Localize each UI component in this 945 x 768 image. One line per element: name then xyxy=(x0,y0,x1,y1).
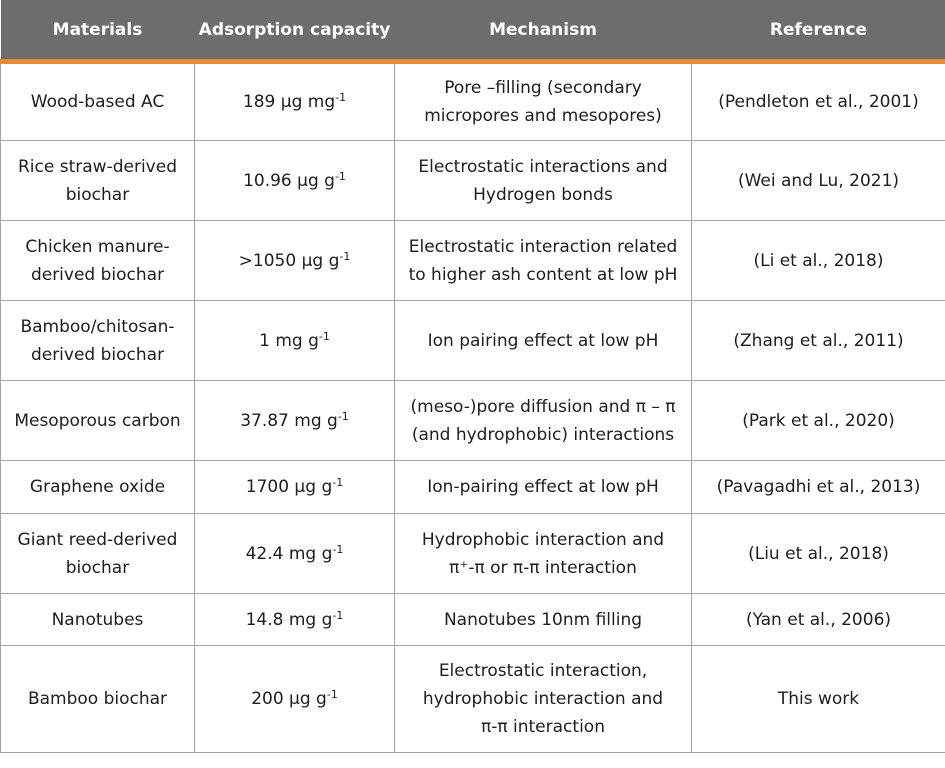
capacity-exponent: -1 xyxy=(318,329,330,343)
header-mechanism: Mechanism xyxy=(395,0,692,62)
mechanism-line: Hydrogen bonds xyxy=(473,184,613,205)
capacity-value: 1700 µg g xyxy=(245,477,333,497)
capacity-cell xyxy=(195,301,395,381)
material-cell xyxy=(1,62,195,141)
reference-cell xyxy=(692,301,945,381)
mechanism-line: π-π interaction xyxy=(481,717,605,737)
material-text: Bamboo biochar xyxy=(27,689,168,709)
mechanism-line: Electrostatic interaction related xyxy=(408,236,678,257)
mechanism-line: π⁺-π or π-π interaction xyxy=(449,557,637,578)
reference-cell xyxy=(692,461,945,514)
capacity-exponent: -1 xyxy=(334,169,346,183)
reference-text: This work xyxy=(777,689,860,709)
capacity-cell xyxy=(195,62,395,141)
capacity-cell xyxy=(195,221,395,301)
capacity-exponent: -1 xyxy=(337,409,349,423)
table-row xyxy=(1,301,945,381)
capacity-exponent: -1 xyxy=(326,688,338,701)
capacity-exponent: -1 xyxy=(332,476,344,489)
mechanism-cell xyxy=(395,301,692,381)
capacity-value: 37.87 mg g xyxy=(240,410,338,431)
capacity-exponent: -1 xyxy=(339,249,351,263)
mechanism-text: Ion-pairing effect at low pH xyxy=(427,477,659,497)
capacity-value: 14.8 mg g xyxy=(245,609,333,630)
capacity-value: 10.96 µg g xyxy=(243,170,335,191)
material-cell xyxy=(1,381,195,461)
reference-text: (Liu et al., 2018) xyxy=(748,543,889,564)
material-cell xyxy=(1,514,195,594)
mechanism-text: Nanotubes 10nm filling xyxy=(443,609,643,630)
mechanism-line: micropores and mesopores) xyxy=(424,106,662,126)
table-row xyxy=(1,141,945,221)
capacity-value: 42.4 mg g xyxy=(245,543,333,564)
reference-text: (Park et al., 2020) xyxy=(742,410,895,431)
capacity-value: 1 mg g xyxy=(259,330,319,351)
reference-cell xyxy=(692,514,945,594)
material-cell xyxy=(1,646,195,753)
header-adsorption-capacity: Adsorption capacity xyxy=(195,0,395,62)
table-row xyxy=(1,62,945,141)
mechanism-line: Electrostatic interaction, xyxy=(438,661,648,681)
capacity-value: 200 µg g xyxy=(251,689,327,709)
material-cell xyxy=(1,141,195,221)
mechanism-line: Pore –filling (secondary xyxy=(444,78,642,98)
mechanism-line: hydrophobic interaction and xyxy=(422,689,664,709)
capacity-exponent: -1 xyxy=(335,91,347,104)
header-materials: Materials xyxy=(1,0,195,62)
table-row xyxy=(1,646,945,753)
material-line: biochar xyxy=(65,557,130,578)
table-row xyxy=(1,461,945,514)
capacity-cell xyxy=(195,514,395,594)
reference-text: (Pavagadhi et al., 2013) xyxy=(716,477,921,497)
material-cell xyxy=(1,461,195,514)
reference-cell xyxy=(692,141,945,221)
mechanism-line: Electrostatic interactions and xyxy=(418,156,668,177)
capacity-value: 189 µg mg xyxy=(242,92,336,112)
capacity-cell xyxy=(195,461,395,514)
material-line: derived biochar xyxy=(30,344,165,365)
material-line: Bamboo/chitosan- xyxy=(20,316,175,337)
material-line: Giant reed-derived xyxy=(17,529,178,550)
material-line: Rice straw-derived xyxy=(18,156,177,177)
material-cell xyxy=(1,221,195,301)
capacity-cell xyxy=(195,594,395,646)
mechanism-line: (and hydrophobic) interactions xyxy=(411,424,675,445)
reference-cell xyxy=(692,221,945,301)
material-cell xyxy=(1,594,195,646)
mechanism-cell xyxy=(395,514,692,594)
reference-text: (Yan et al., 2006) xyxy=(745,609,892,630)
material-text: Mesoporous carbon xyxy=(14,410,181,431)
capacity-cell xyxy=(195,646,395,753)
mechanism-line: (meso-)pore diffusion and π – π xyxy=(410,396,676,417)
reference-cell xyxy=(692,594,945,646)
capacity-exponent: -1 xyxy=(332,608,344,622)
reference-cell xyxy=(692,62,945,141)
table-row xyxy=(1,514,945,594)
reference-text: (Zhang et al., 2011) xyxy=(733,330,904,351)
reference-text: (Pendleton et al., 2001) xyxy=(718,92,919,112)
header-row xyxy=(1,0,945,62)
mechanism-cell xyxy=(395,594,692,646)
material-text: Nanotubes xyxy=(51,609,144,630)
mechanism-text: Ion pairing effect at low pH xyxy=(427,330,659,351)
capacity-exponent: -1 xyxy=(332,542,344,556)
capacity-value: >1050 µg g xyxy=(238,250,340,271)
reference-cell xyxy=(692,381,945,461)
table-row xyxy=(1,381,945,461)
mechanism-cell xyxy=(395,461,692,514)
material-text: Graphene oxide xyxy=(29,477,166,497)
reference-text: (Li et al., 2018) xyxy=(753,250,884,271)
mechanism-cell xyxy=(395,62,692,141)
header-reference: Reference xyxy=(692,0,945,62)
material-line: Chicken manure- xyxy=(25,236,170,257)
mechanism-cell xyxy=(395,381,692,461)
capacity-cell xyxy=(195,141,395,221)
table-row xyxy=(1,221,945,301)
material-cell xyxy=(1,301,195,381)
reference-cell xyxy=(692,646,945,753)
mechanism-line: to higher ash content at low pH xyxy=(408,264,678,285)
mechanism-cell xyxy=(395,141,692,221)
material-text: Wood-based AC xyxy=(30,92,165,112)
mechanism-cell xyxy=(395,221,692,301)
mechanism-line: Hydrophobic interaction and xyxy=(421,529,665,550)
table-row xyxy=(1,594,945,646)
material-line: biochar xyxy=(65,184,130,205)
mechanism-cell xyxy=(395,646,692,753)
capacity-cell xyxy=(195,381,395,461)
material-line: derived biochar xyxy=(30,264,165,285)
reference-text: (Wei and Lu, 2021) xyxy=(737,170,900,191)
